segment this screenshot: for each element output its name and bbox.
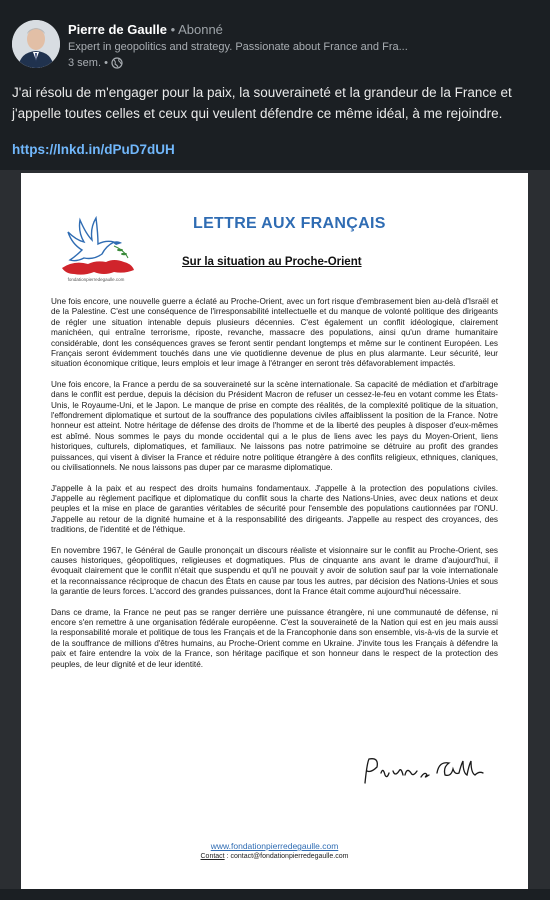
- paragraph-3: J'appelle à la paix et au respect des droits humains fondamentaux. J'appelle à la protection des populations civiles. J'appelle au règlement pacifique et diplomatique du conflit sous la charte des Nations-Unies, avec deux nations et deux peuples et la mise en place de garanties véritables de sécurité pour l'ensemble des populations cautionnées par l'ONU. J'appelle au retour de la dignité humaine et à la responsabilité des dirigeants. J'appelle au respect des croyances, des traditions, de l'identité et de l'éthique.: [51, 483, 498, 535]
- logo-caption: fondationpierredegaulle.com: [67, 277, 125, 282]
- author-name-line: [68, 22, 538, 37]
- author-name[interactable]: Pierre de Gaulle: [68, 22, 167, 37]
- follow-status: Abonné: [178, 22, 223, 37]
- author-avatar[interactable]: [12, 20, 60, 68]
- paragraph-5: Dans ce drame, la France ne peut pas se ranger derrière une puissance étrangère, ni une communauté de défense, ni encore s'en remettre à une organisation fédérale européenne. C'est la souveraineté de la Nation qui est en jeu mais aussi la responsabilité morale et politique de tous les Français et de la Francophonie dans son ensemble, vis-à-vis de la survie et de la souffrance de millions d'êtres humains, au Proche-Orient comme en Ukraine. J'invite tous les Français à défendre la paix et faire entendre la voix de la France, son héritage pacifique et son honneur dans le respect de la protection des peuples, de leur dignité et de leur identité.: [51, 607, 498, 669]
- document-page: [21, 173, 528, 891]
- post-link[interactable]: https://lnkd.in/dPuD7dUH: [12, 142, 175, 157]
- post-text: J'ai résolu de m'engager pour la paix, la souveraineté et la grandeur de la France et j'appelle toutes celles et ceux qui veulent défendre ce même idéal, à me rejoindre.: [12, 85, 512, 121]
- document-viewer[interactable]: [0, 170, 550, 900]
- post-time: 3 sem. •: [68, 57, 108, 69]
- paragraph-2: Une fois encore, la France a perdu de sa souveraineté sur la scène internationale. Sa capacité de médiation et d'arbitrage dans le conflit est perdue, depuis la décision du Président Macron de refuser un cessez-le-feu en votant comme les États-Unis, le Royaume-Uni, et le Japon. Le manque de prise en compte des réalités, de la complexité politique de la situation, l'effondrement diplomatique et surtout de la souffrance des populations civiles affaiblissent la position de la France. Notre honneur est atteint. Notre héritage de défense des droits de l'homme et de la liberté des peuples à disposer d'eux-mêmes est abîmé. Nous sommes le pays du monde occidental qui a le plus de liens avec les pays du Moyen-Orient, liens historiques, culturels, diplomatiques, et familiaux. Ne laissons pas notre patrimoine se détruire au profit des grandes puissances, qui visent à diviser la France et réduire notre politique étrangère à des conflits religieux, ethniques, claniques, ou civilisationnels. Ne nous laissons pas duper par ce marasme diplomatique.: [51, 379, 498, 473]
- bottom-bar: [0, 889, 550, 900]
- signature-image: [359, 753, 489, 793]
- globe-icon: [111, 57, 123, 69]
- footer-contact-value: : contact@fondationpierredegaulle.com: [224, 853, 349, 860]
- document-subtitle: Sur la situation au Proche-Orient: [182, 256, 362, 268]
- document-title: LETTRE AUX FRANÇAIS: [193, 215, 386, 232]
- separator-dot: •: [170, 22, 176, 37]
- footer-website-link[interactable]: www.fondationpierredegaulle.com: [210, 841, 339, 851]
- post-time-line: [68, 57, 538, 69]
- paragraph-4: En novembre 1967, le Général de Gaulle prononçait un discours réaliste et visionnaire sur le conflit au Proche-Orient, ses causes historiques, géopolitiques, religieuses et dogmatiques. Plus de cinquante ans avant le drame d'aujourd'hui, il évoquait clairement que le conflit n'était que suspendu et qu'il ne pouvait y avoir de solution sauf par la voie internationale et la reconnaissance réciproque de chacun des États en cause par tous les autres, par décision des Nations-Unies et sous la garantie de leurs forces. L'accord des grandes puissances, dont la France était comme aujourd'hui nécessaire.: [51, 545, 498, 597]
- author-headline: Expert in geopolitics and strategy. Passionate about France and Fra...: [68, 41, 408, 53]
- footer-contact: [21, 853, 528, 860]
- paragraph-1: Une fois encore, une nouvelle guerre a éclaté au Proche-Orient, avec un fort risque d'embrasement bien au-delà d'Israël et de la Palestine. C'est une conséquence de l'irresponsabilité intellectuelle et du manque de volonté politique des dirigeants de régler une situation intenable depuis plusieurs décennies. C'est également un conflit idéologique, clairement manichéen, qui entraîne terrorisme, riposte, revanche, massacre des populations, ainsi qu'un drame humanitaire considérable, dont les conséquences graves se feront sentir pendant longtemps et même sur le continent Européen. Les Français seront évidemment touchés dans une vie quotidienne devenue de plus en plus alarmante. Leur sécurité, leur situation économique critique, leurs emplois et leur image à l'étranger en seront très défavorablement impactés.: [51, 297, 498, 369]
- post-header: [12, 20, 542, 72]
- dove-logo-icon: [54, 210, 140, 282]
- document-body: [51, 297, 498, 680]
- footer-contact-label: Contact: [200, 853, 225, 860]
- author-meta: [68, 22, 538, 69]
